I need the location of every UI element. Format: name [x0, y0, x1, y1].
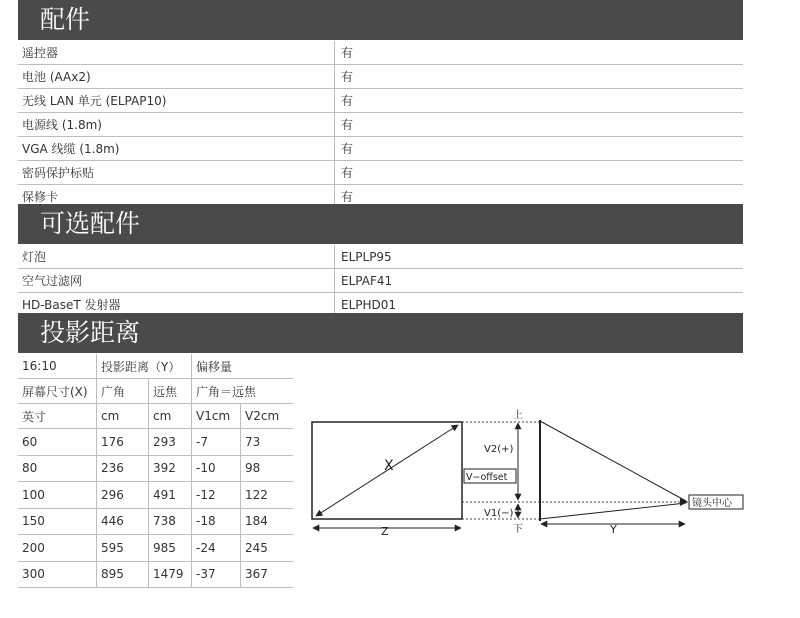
table-row — [18, 482, 293, 509]
accessories-header — [18, 0, 743, 40]
table-row — [18, 561, 293, 588]
cell: 236 — [97, 455, 149, 482]
cell: 296 — [97, 482, 149, 509]
cell: 985 — [149, 535, 192, 562]
projection-header — [18, 313, 743, 353]
header-wide-eq-tele: 广角＝远焦 — [192, 379, 294, 404]
z-label: Z — [381, 525, 389, 538]
cell: 200 — [18, 535, 97, 562]
item-value: ELPAF41 — [335, 269, 744, 293]
unit-v2: V2cm — [241, 404, 294, 429]
table-row — [18, 65, 743, 89]
cell: 98 — [241, 455, 294, 482]
item-value: 有 — [335, 65, 744, 89]
cell: 122 — [241, 482, 294, 509]
bottom-label: 下 — [513, 524, 523, 535]
item-value: 有 — [335, 41, 744, 65]
table-row — [18, 89, 743, 113]
table-row — [18, 41, 743, 65]
unit-v1: V1cm — [192, 404, 241, 429]
cell: 184 — [241, 508, 294, 535]
unit-cm: cm — [97, 404, 149, 429]
cell: 60 — [18, 429, 97, 456]
cell: 176 — [97, 429, 149, 456]
cell: 300 — [18, 561, 97, 588]
v1-label: V1(−) — [484, 508, 514, 519]
item-value: 有 — [335, 89, 744, 113]
item-value: 有 — [335, 137, 744, 161]
accessories-table — [18, 41, 743, 209]
table-row — [18, 161, 743, 185]
header-wide: 广角 — [97, 379, 149, 404]
table-row — [18, 455, 293, 482]
item-value: 有 — [335, 161, 744, 185]
cone-bottom — [540, 503, 686, 519]
optional-table — [18, 245, 743, 317]
item-name: 密码保护标贴 — [18, 161, 335, 185]
cell: 245 — [241, 535, 294, 562]
cell: -18 — [192, 508, 241, 535]
item-name: 电池 (AAx2) — [18, 65, 335, 89]
table-row — [18, 269, 743, 293]
table-row — [18, 535, 293, 562]
cone-top — [540, 421, 686, 501]
item-name: HD-BaseT 发射器 — [18, 293, 335, 317]
item-value: 有 — [335, 113, 744, 137]
cell: -10 — [192, 455, 241, 482]
x-label: X — [384, 458, 394, 474]
cell: -12 — [192, 482, 241, 509]
table-row — [18, 137, 743, 161]
item-name: 保修卡 — [18, 185, 335, 209]
table-row — [18, 379, 293, 404]
v2-label: V2(+) — [484, 444, 514, 455]
cell: 150 — [18, 508, 97, 535]
header-offset: 偏移量 — [192, 354, 294, 379]
cell: 595 — [97, 535, 149, 562]
header-screen-size: 屏幕尺寸(X) — [18, 379, 97, 404]
cell: 293 — [149, 429, 192, 456]
cell: 1479 — [149, 561, 192, 588]
cell: 100 — [18, 482, 97, 509]
item-value: ELPLP95 — [335, 245, 744, 269]
unit-cm: cm — [149, 404, 192, 429]
table-row — [18, 404, 293, 429]
item-value: ELPHD01 — [335, 293, 744, 317]
item-name: 电源线 (1.8m) — [18, 113, 335, 137]
table-row — [18, 508, 293, 535]
y-label: Y — [610, 523, 617, 536]
voffset-label: V−offset — [466, 472, 508, 483]
projection-table — [18, 354, 293, 588]
cell: 80 — [18, 455, 97, 482]
projection-title: 投影距离 — [40, 318, 141, 347]
table-row — [18, 113, 743, 137]
optional-header — [18, 204, 743, 244]
cell: 491 — [149, 482, 192, 509]
item-name: 灯泡 — [18, 245, 335, 269]
cell: 446 — [97, 508, 149, 535]
item-value: 有 — [335, 185, 744, 209]
item-name: 无线 LAN 单元 (ELPAP10) — [18, 89, 335, 113]
cell: 73 — [241, 429, 294, 456]
item-name: 空气过滤网 — [18, 269, 335, 293]
table-row — [18, 245, 743, 269]
cell: -37 — [192, 561, 241, 588]
cell: -7 — [192, 429, 241, 456]
header-aspect: 16:10 — [18, 354, 97, 379]
item-name: VGA 线缆 (1.8m) — [18, 137, 335, 161]
header-distance: 投影距离（Y） — [97, 354, 192, 379]
projection-diagram — [300, 404, 770, 554]
unit-inch: 英寸 — [18, 404, 97, 429]
cell: 367 — [241, 561, 294, 588]
lens-arrowhead — [680, 498, 688, 506]
header-tele: 远焦 — [149, 379, 192, 404]
cell: 738 — [149, 508, 192, 535]
accessories-title: 配件 — [40, 5, 91, 34]
table-row — [18, 354, 293, 379]
cell: -24 — [192, 535, 241, 562]
cell: 895 — [97, 561, 149, 588]
item-name: 遥控器 — [18, 41, 335, 65]
table-row — [18, 429, 293, 456]
optional-title: 可选配件 — [40, 209, 141, 238]
lens-center-label: 镜头中心 — [692, 498, 732, 509]
cell: 392 — [149, 455, 192, 482]
top-label: 上 — [513, 410, 523, 421]
